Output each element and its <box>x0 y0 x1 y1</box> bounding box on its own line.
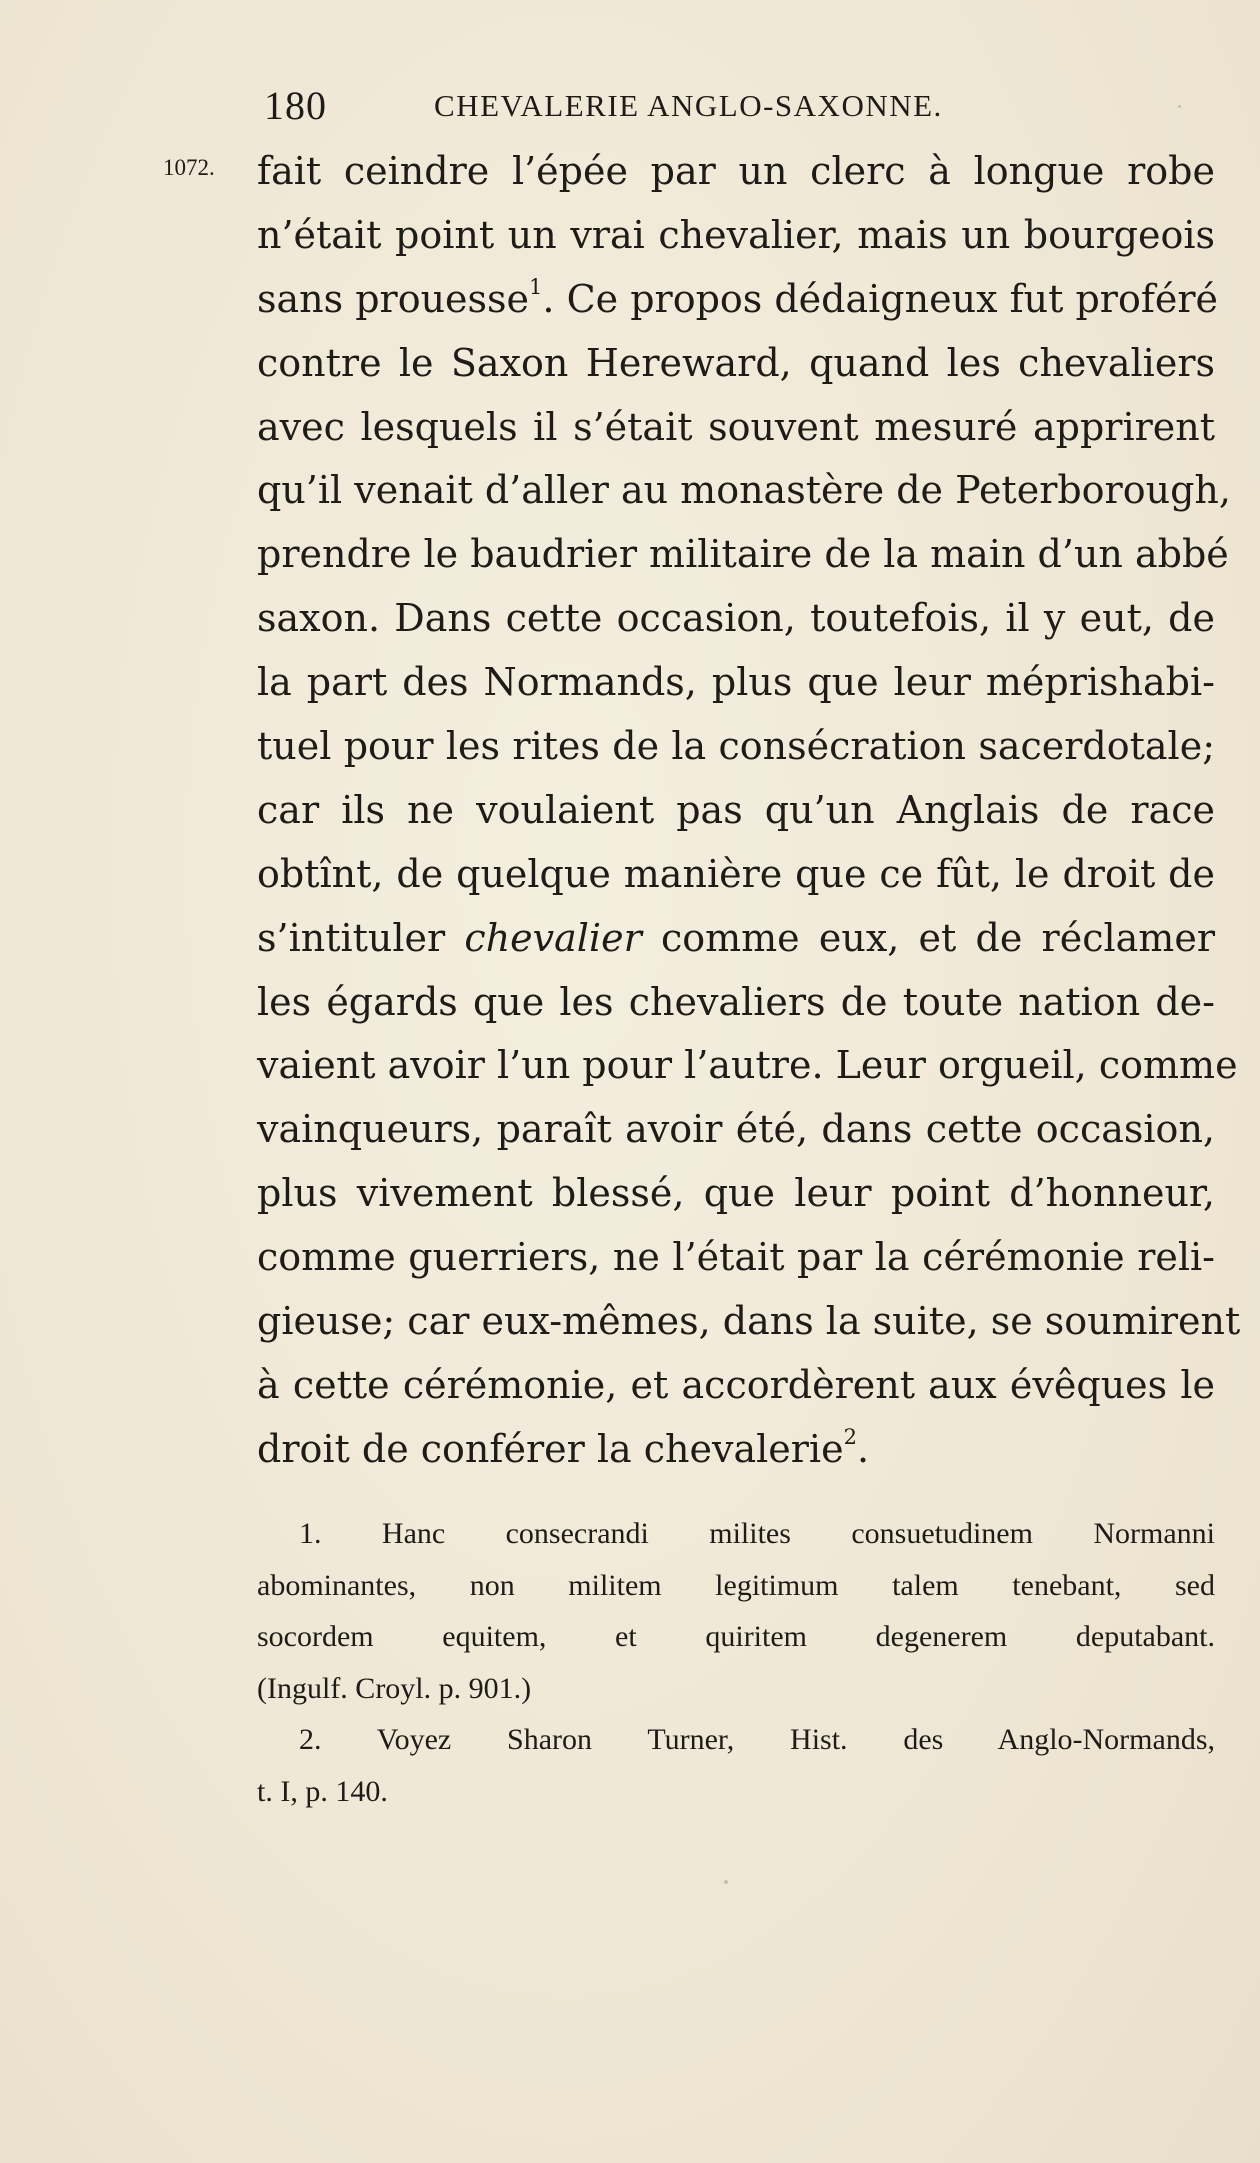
running-title: CHEVALERIE ANGLO-SAXONNE. <box>434 88 943 123</box>
body-paragraph <box>257 140 1241 1482</box>
text-line: car ils ne voulaient pas qu’un Anglais de race <box>257 787 1215 832</box>
text-line: vaient avoir l’un pour l’autre. Leur orgueil, comme <box>257 1043 1238 1088</box>
margin-year-note: 1072. <box>163 155 215 180</box>
text-line: fait ceindre l’épée par un clerc à longue robe <box>257 149 1215 193</box>
italic-word: chevalier <box>464 915 642 960</box>
text-line: saxon. Dans cette occasion, toutefois, il y eut, de <box>257 596 1215 641</box>
paper-speck <box>1178 105 1181 108</box>
text-segment: s’intituler <box>257 915 446 960</box>
text-line: contre le Saxon Hereward, quand les chevaliers <box>257 340 1215 385</box>
paper-speck <box>922 946 927 951</box>
text-segment: . Ce propos dédaigneux fut proféré <box>542 276 1219 321</box>
footnote-line: 1. Hanc consecrandi milites consuetudinem Normanni <box>299 1517 1215 1550</box>
page-header <box>258 82 1038 132</box>
text-line <box>257 268 1219 332</box>
text-segment: . <box>856 1426 870 1471</box>
text-line: à cette cérémonie, et accordèrent aux évêques le <box>257 1362 1215 1407</box>
text-line: la part des Normands, plus que leur méprishabi- <box>257 660 1215 705</box>
footnote-line: 2. Voyez Sharon Turner, Hist. des Anglo-Normands, <box>299 1723 1215 1756</box>
footnote-line: (Ingulf. Croyl. p. 901.) <box>257 1671 532 1705</box>
text-line: plus vivement blessé, que leur point d’honneur, <box>257 1171 1215 1216</box>
text-line: vainqueurs, paraît avoir été, dans cette occasion, <box>257 1107 1215 1152</box>
text-line: comme guerriers, ne l’était par la cérémonie reli- <box>257 1235 1215 1280</box>
text-line: obtînt, de quelque manière que ce fût, le droit de <box>257 851 1215 896</box>
text-line: n’était point un vrai chevalier, mais un bourgeois <box>257 212 1215 257</box>
text-line: prendre le baudrier militaire de la main d’un abbé <box>257 532 1229 577</box>
footnotes <box>257 1508 1215 1817</box>
text-line <box>257 1418 1215 1482</box>
text-segment: comme eux, et de réclamer <box>641 915 1215 960</box>
page-number: 180 <box>264 83 327 128</box>
text-line: les égards que les chevaliers de toute nation de- <box>257 979 1215 1024</box>
text-line: qu’il venait d’aller au monastère de Peterborough, <box>257 468 1231 513</box>
footnote-line: socordem equitem, et quiritem degenerem deputabant. <box>257 1620 1215 1653</box>
footnote-line: abominantes, non militem legitimum talem tenebant, sed <box>257 1568 1215 1602</box>
footnote-ref: 2 <box>843 1424 857 1449</box>
text-line <box>257 907 1215 971</box>
text-segment: sans prouesse <box>257 276 530 321</box>
footnote-ref: 1 <box>529 274 543 299</box>
text-line: avec lesquels il s’était souvent mesuré apprirent <box>257 404 1215 449</box>
footnote-line: t. I, p. 140. <box>257 1774 388 1808</box>
paper-speck <box>724 1880 728 1884</box>
text-line: gieuse; car eux-mêmes, dans la suite, se soumirent <box>257 1299 1241 1344</box>
text-line: tuel pour les rites de la consécration sacerdotale; <box>257 724 1215 769</box>
text-segment: droit de conférer la chevalerie <box>257 1426 844 1471</box>
